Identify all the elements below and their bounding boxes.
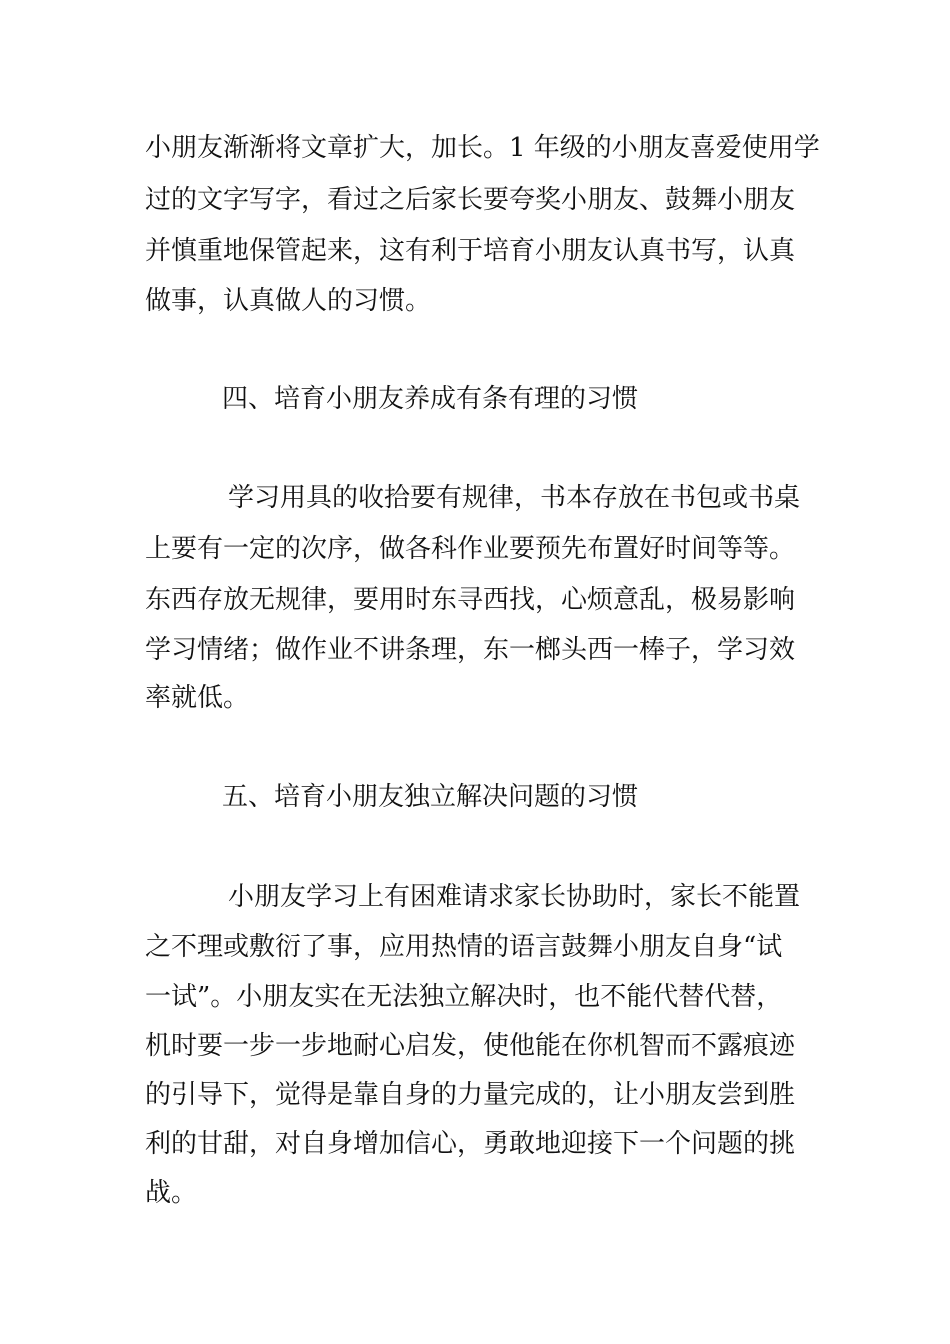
section-heading-4: 四、培育小朋友养成有条有理的习惯 xyxy=(222,384,639,414)
text-line: 利的甘甜，对自身增加信心，勇敢地迎接下一个问题的挑 xyxy=(145,1129,796,1159)
text-line: 学习用具的收拾要有规律，书本存放在书包或书桌 xyxy=(228,483,801,513)
text-line: 机时要一步一步地耐心启发，使他能在你机智而不露痕迹 xyxy=(145,1031,796,1061)
text-line: 之不理或敷衍了事，应用热情的语言鼓舞小朋友自身“试 xyxy=(145,932,783,962)
text-line: 东西存放无规律，要用时东寻西找，心烦意乱，极易影响 xyxy=(145,585,796,615)
text-line: 做事，认真做人的习惯。 xyxy=(145,286,432,316)
text-line: 小朋友学习上有困难请求家长协助时，家长不能置 xyxy=(228,882,801,912)
text-line: 的引导下，觉得是靠自身的力量完成的，让小朋友尝到胜 xyxy=(145,1080,796,1110)
section-heading-5: 五、培育小朋友独立解决问题的习惯 xyxy=(222,782,639,812)
text-line: 学习情绪；做作业不讲条理，东一榔头西一棒子，学习效 xyxy=(145,635,796,665)
text-line: 并慎重地保管起来，这有利于培育小朋友认真书写，认真 xyxy=(145,236,796,266)
text-line: 上要有一定的次序，做各科作业要预先布置好时间等等。 xyxy=(145,534,796,564)
text-line: 小朋友渐渐将文章扩大，加长。1 年级的小朋友喜爱使用学 xyxy=(145,133,820,163)
text-line: 过的文字写字，看过之后家长要夸奖小朋友、鼓舞小朋友 xyxy=(145,185,796,215)
text-line: 战。 xyxy=(145,1178,198,1208)
text-line: 一试”。小朋友实在无法独立解决时，也不能代替代替， xyxy=(145,982,783,1012)
text-line: 率就低。 xyxy=(145,683,250,713)
